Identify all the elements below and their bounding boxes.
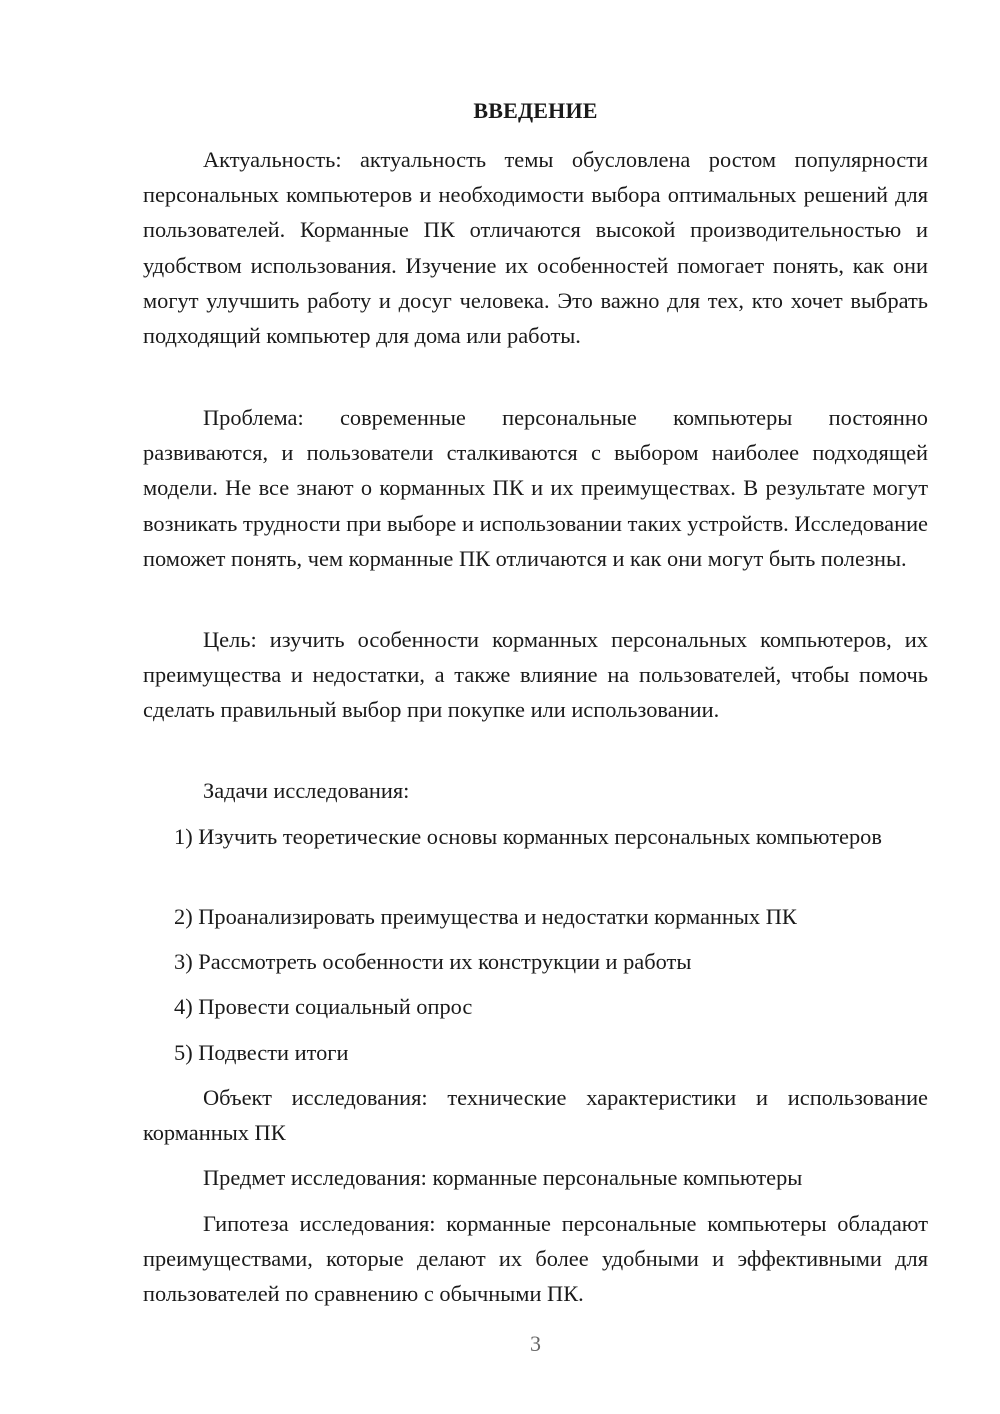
tasks-heading: Задачи исследования: [203, 778, 410, 803]
paragraph-goal: Цель: изучить особенности корманных персональных компьютеров, их преимущества и недостатки, а также влияние на пользователей, чтобы помочь сделать правильный выбор при покупке или использовании. [143, 627, 928, 723]
paragraph-hypothesis: Гипотеза исследования: корманные персональные компьютеры обладают преимуществами, которые делают их более удобными и эффективными для пользователей по сравнению с обычными ПК. [143, 1211, 928, 1307]
paragraph-problem: Проблема: современные персональные компьютеры постоянно развиваются, и пользователи сталкиваются с выбором наиболее подходящей модели. Не все знают о корманных ПК и их преимуществах. В результате могут возникать трудности при выборе и использовании таких устройств. Исследование поможет понять, чем корманные ПК отличаются и как они могут быть полезны. [143, 405, 928, 571]
paragraph-subject: Предмет исследования: корманные персональные компьютеры [203, 1165, 803, 1190]
page-number: 3 [530, 1331, 541, 1356]
page-title: ВВЕДЕНИЕ [473, 98, 598, 123]
task-item-5: 5) Подвести итоги [174, 1040, 349, 1065]
task-item-3: 3) Рассмотреть особенности их конструкции и работы [174, 949, 692, 974]
paragraph-object: Объект исследования: технические характеристики и использование корманных ПК [143, 1085, 928, 1146]
task-item-4: 4) Провести социальный опрос [174, 994, 473, 1019]
paragraph-relevance: Актуальность: актуальность темы обусловлена ростом популярности персональных компьютеров и необходимости выбора оптимальных решений для пользователей. Корманные ПК отличаются высокой производительностью и удобством использования. Изучение их особенностей помогает понять, как они могут улучшить работу и досуг человека. Это важно для тех, кто хочет выбрать подходящий компьютер для дома или работы. [143, 147, 928, 349]
task-item-2: 2) Проанализировать преимущества и недостатки корманных ПК [174, 904, 797, 929]
task-item-1: 1) Изучить теоретические основы корманных персональных компьютеров [174, 824, 882, 849]
